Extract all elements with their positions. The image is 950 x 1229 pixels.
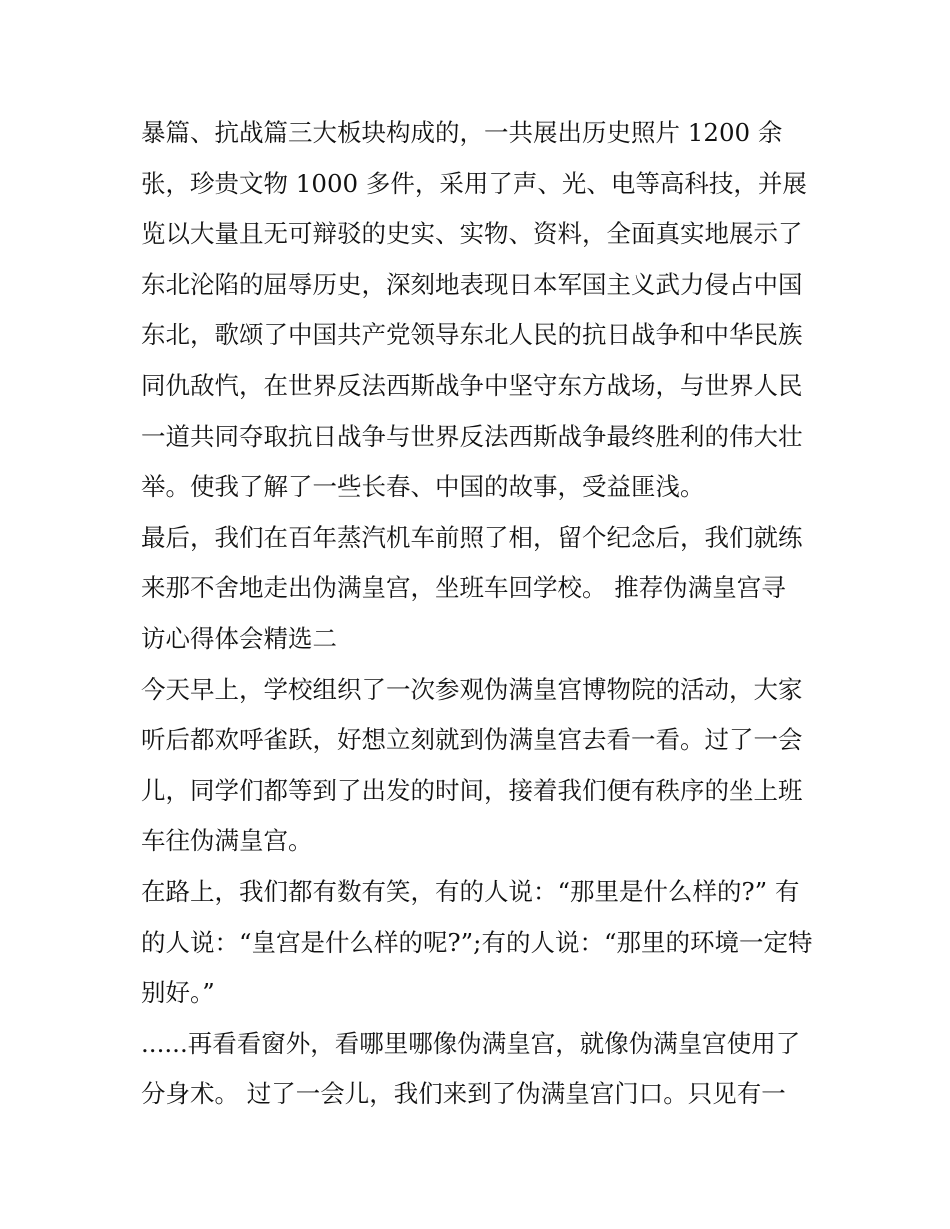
text-line: 在路上，我们都有数有笑，有的人说：“那里是什么样的?” 有 <box>141 876 800 906</box>
text-line: 暴篇、抗战篇三大板块构成的，一共展出历史照片 1200 余 <box>141 118 783 147</box>
text-line: 一道共同夺取抗日战争与世界反法西斯战争最终胜利的伟大壮 <box>141 421 803 451</box>
text-line: 儿，同学们都等到了出发的时间，接着我们便有秩序的坐上班 <box>141 775 803 805</box>
text-line: 举。使我了解了一些长春、中国的故事，受益匪浅。 <box>141 472 705 502</box>
text-line: 的人说：“皇宫是什么样的呢?”;有的人说：“那里的环境一定特 <box>141 927 813 957</box>
text-line: 车往伪满皇宫。 <box>141 826 313 856</box>
text-line: 张，珍贵文物 1000 多件，采用了声、光、电等高科技，并展 <box>141 168 807 198</box>
text-line: 今天早上，学校组织了一次参观伪满皇宫博物院的活动，大家 <box>141 674 803 704</box>
text-line: 同仇敌忾，在世界反法西斯战争中坚守东方战场，与世界人民 <box>141 370 803 400</box>
text-line: 分身术。 过了一会儿，我们来到了伪满皇宫门口。只见有一 <box>141 1079 786 1109</box>
text-line: 听后都欢呼雀跃，好想立刻就到伪满皇宫去看一看。过了一会 <box>141 725 803 755</box>
text-line: 别好。” <box>141 978 215 1008</box>
text-line: ......再看看窗外，看哪里哪像伪满皇宫，就像伪满皇宫使用了 <box>141 1028 801 1058</box>
text-line: 最后，我们在百年蒸汽机车前照了相，留个纪念后，我们就练 <box>141 522 803 552</box>
text-line: 来那不舍地走出伪满皇宫，坐班车回学校。 推荐伪满皇宫寻 <box>141 573 786 603</box>
text-line: 东北沦陷的屈辱历史，深刻地表现日本军国主义武力侵占中国 <box>141 269 803 299</box>
text-line: 东北，歌颂了中国共产党领导东北人民的抗日战争和中华民族 <box>141 320 803 350</box>
text-line: 览以大量且无可辩驳的史实、实物、资料，全面真实地展示了 <box>141 219 803 249</box>
document-body <box>141 108 821 1120</box>
section-heading-line: 访心得体会精选二 <box>141 623 337 653</box>
